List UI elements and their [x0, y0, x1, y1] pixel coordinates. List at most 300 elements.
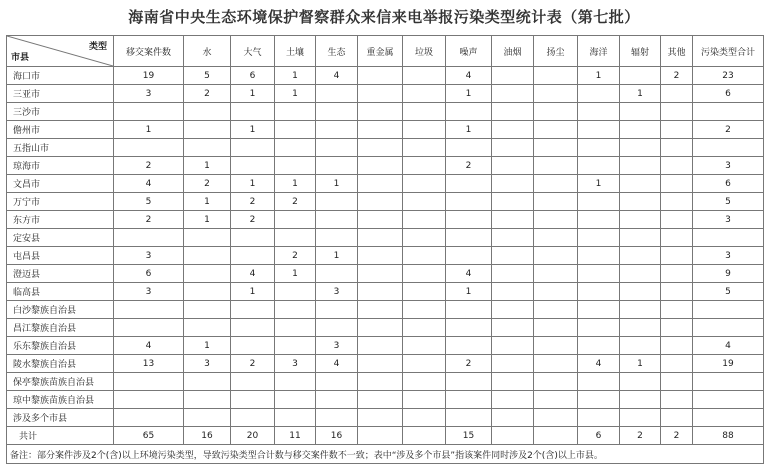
value-cell: 6: [693, 85, 764, 103]
table-row: [7, 319, 764, 337]
value-cell: [620, 67, 661, 85]
value-cell: 2: [231, 355, 275, 373]
column-header: 水: [184, 36, 231, 67]
value-cell: 1: [184, 193, 231, 211]
table-row: [7, 85, 764, 103]
value-cell: 1: [231, 85, 275, 103]
total-row: [7, 427, 764, 445]
value-cell: 2: [184, 175, 231, 193]
value-cell: [693, 229, 764, 247]
value-cell: [231, 103, 275, 121]
value-cell: [620, 121, 661, 139]
value-cell: [316, 391, 358, 409]
value-cell: [661, 85, 693, 103]
value-cell: [231, 229, 275, 247]
table-row: [7, 229, 764, 247]
value-cell: 2: [275, 247, 316, 265]
value-cell: [316, 121, 358, 139]
value-cell: 19: [693, 355, 764, 373]
value-cell: [661, 175, 693, 193]
value-cell: 88: [693, 427, 764, 445]
city-name: 琼海市: [7, 157, 114, 175]
value-cell: [578, 211, 620, 229]
value-cell: 1: [231, 121, 275, 139]
value-cell: [446, 373, 492, 391]
value-cell: [403, 247, 446, 265]
value-cell: [693, 139, 764, 157]
value-cell: [620, 157, 661, 175]
value-cell: [446, 409, 492, 427]
value-cell: [316, 193, 358, 211]
value-cell: 2: [661, 427, 693, 445]
value-cell: [620, 283, 661, 301]
table-row: [7, 103, 764, 121]
value-cell: [275, 211, 316, 229]
value-cell: [492, 409, 534, 427]
value-cell: [534, 139, 578, 157]
table-row: [7, 211, 764, 229]
table-row: [7, 193, 764, 211]
value-cell: [403, 103, 446, 121]
value-cell: [403, 427, 446, 445]
value-cell: [358, 337, 403, 355]
value-cell: [578, 229, 620, 247]
city-name: 三沙市: [7, 103, 114, 121]
value-cell: [358, 409, 403, 427]
value-cell: [275, 103, 316, 121]
value-cell: [114, 391, 184, 409]
table-row: [7, 157, 764, 175]
value-cell: [403, 211, 446, 229]
value-cell: [403, 355, 446, 373]
table-row: [7, 247, 764, 265]
value-cell: [358, 211, 403, 229]
value-cell: 1: [446, 283, 492, 301]
value-cell: [693, 103, 764, 121]
city-name: 保亭黎族苗族自治县: [7, 373, 114, 391]
value-cell: [275, 337, 316, 355]
value-cell: [578, 85, 620, 103]
value-cell: 23: [693, 67, 764, 85]
table-row: [7, 283, 764, 301]
column-header: 海洋: [578, 36, 620, 67]
value-cell: 1: [275, 265, 316, 283]
value-cell: [358, 301, 403, 319]
value-cell: [275, 409, 316, 427]
value-cell: [661, 157, 693, 175]
value-cell: [492, 67, 534, 85]
value-cell: [184, 265, 231, 283]
value-cell: [534, 67, 578, 85]
corner-type-label: 类型: [88, 42, 107, 52]
value-cell: [275, 301, 316, 319]
value-cell: [358, 157, 403, 175]
value-cell: [492, 355, 534, 373]
value-cell: [358, 427, 403, 445]
corner-header-cell: [7, 36, 114, 67]
value-cell: [578, 103, 620, 121]
value-cell: 4: [114, 337, 184, 355]
value-cell: 5: [184, 67, 231, 85]
value-cell: [578, 157, 620, 175]
value-cell: [492, 139, 534, 157]
table-row: [7, 337, 764, 355]
value-cell: [358, 85, 403, 103]
value-cell: [578, 409, 620, 427]
city-name: 涉及多个市县: [7, 409, 114, 427]
value-cell: [492, 319, 534, 337]
value-cell: [446, 193, 492, 211]
value-cell: [231, 247, 275, 265]
value-cell: [231, 319, 275, 337]
value-cell: [534, 337, 578, 355]
value-cell: 3: [184, 355, 231, 373]
value-cell: [358, 229, 403, 247]
value-cell: [358, 139, 403, 157]
value-cell: 2: [114, 211, 184, 229]
table-row: [7, 67, 764, 85]
value-cell: [114, 103, 184, 121]
value-cell: [316, 265, 358, 283]
value-cell: [358, 355, 403, 373]
column-header: 垃圾: [403, 36, 446, 67]
value-cell: [492, 85, 534, 103]
value-cell: [534, 427, 578, 445]
value-cell: 2: [661, 67, 693, 85]
table-row: [7, 301, 764, 319]
value-cell: [693, 373, 764, 391]
value-cell: [275, 139, 316, 157]
value-cell: [661, 121, 693, 139]
value-cell: [620, 103, 661, 121]
value-cell: 6: [578, 427, 620, 445]
value-cell: [492, 391, 534, 409]
value-cell: [316, 373, 358, 391]
value-cell: 4: [446, 265, 492, 283]
value-cell: [578, 121, 620, 139]
value-cell: [661, 337, 693, 355]
value-cell: [184, 229, 231, 247]
value-cell: [661, 103, 693, 121]
value-cell: [446, 175, 492, 193]
value-cell: [534, 229, 578, 247]
value-cell: [403, 157, 446, 175]
column-header: 生态: [316, 36, 358, 67]
value-cell: 2: [114, 157, 184, 175]
value-cell: 9: [693, 265, 764, 283]
value-cell: 1: [275, 67, 316, 85]
table-note: 备注：部分案件涉及2个(含)以上环境污染类型，导致污染类型合计数与移交案件数不一致；表中“涉及多个市县”指该案件同时涉及2个(含)以上市县。: [7, 445, 764, 464]
value-cell: [492, 427, 534, 445]
value-cell: 2: [693, 121, 764, 139]
table-row: [7, 355, 764, 373]
value-cell: [620, 175, 661, 193]
value-cell: [403, 283, 446, 301]
city-name: 万宁市: [7, 193, 114, 211]
value-cell: [184, 391, 231, 409]
value-cell: [534, 157, 578, 175]
value-cell: [403, 337, 446, 355]
value-cell: [693, 301, 764, 319]
value-cell: [275, 391, 316, 409]
value-cell: [492, 247, 534, 265]
value-cell: 6: [231, 67, 275, 85]
city-name: 文昌市: [7, 175, 114, 193]
value-cell: [275, 121, 316, 139]
value-cell: [316, 157, 358, 175]
value-cell: [534, 247, 578, 265]
value-cell: [446, 103, 492, 121]
value-cell: [492, 373, 534, 391]
value-cell: 4: [231, 265, 275, 283]
value-cell: [446, 229, 492, 247]
value-cell: 4: [316, 355, 358, 373]
value-cell: [403, 121, 446, 139]
value-cell: [620, 391, 661, 409]
value-cell: [446, 139, 492, 157]
value-cell: [358, 175, 403, 193]
value-cell: 1: [446, 85, 492, 103]
value-cell: 4: [578, 355, 620, 373]
value-cell: 3: [316, 283, 358, 301]
table-row: [7, 175, 764, 193]
value-cell: [534, 283, 578, 301]
value-cell: [403, 391, 446, 409]
table-row: [7, 121, 764, 139]
value-cell: 4: [446, 67, 492, 85]
column-header: 其他: [661, 36, 693, 67]
value-cell: [184, 103, 231, 121]
value-cell: [578, 319, 620, 337]
value-cell: [534, 319, 578, 337]
value-cell: 1: [316, 175, 358, 193]
value-cell: [492, 175, 534, 193]
value-cell: [231, 409, 275, 427]
value-cell: [620, 319, 661, 337]
value-cell: 3: [114, 85, 184, 103]
value-cell: [620, 193, 661, 211]
value-cell: [661, 265, 693, 283]
value-cell: [578, 139, 620, 157]
value-cell: [358, 193, 403, 211]
statistics-table: [6, 35, 764, 464]
column-header: 移交案件数: [114, 36, 184, 67]
value-cell: 1: [275, 175, 316, 193]
city-name: 五指山市: [7, 139, 114, 157]
value-cell: [114, 373, 184, 391]
value-cell: [358, 67, 403, 85]
value-cell: 3: [693, 247, 764, 265]
value-cell: [693, 319, 764, 337]
value-cell: [578, 283, 620, 301]
value-cell: [403, 139, 446, 157]
value-cell: 3: [275, 355, 316, 373]
column-header: 重金属: [358, 36, 403, 67]
city-name: 海口市: [7, 67, 114, 85]
value-cell: [275, 373, 316, 391]
value-cell: [661, 247, 693, 265]
value-cell: 13: [114, 355, 184, 373]
value-cell: 5: [693, 193, 764, 211]
value-cell: 4: [316, 67, 358, 85]
value-cell: [534, 175, 578, 193]
city-name: 琼中黎族苗族自治县: [7, 391, 114, 409]
value-cell: [534, 301, 578, 319]
value-cell: [114, 229, 184, 247]
value-cell: [534, 355, 578, 373]
value-cell: 65: [114, 427, 184, 445]
value-cell: 1: [316, 247, 358, 265]
value-cell: [492, 265, 534, 283]
value-cell: 3: [316, 337, 358, 355]
value-cell: 11: [275, 427, 316, 445]
value-cell: 1: [184, 337, 231, 355]
value-cell: 3: [114, 283, 184, 301]
value-cell: [114, 139, 184, 157]
value-cell: [446, 211, 492, 229]
value-cell: 16: [184, 427, 231, 445]
value-cell: [446, 337, 492, 355]
table-title: 海南省中央生态环境保护督察群众来信来电举报污染类型统计表（第七批）: [128, 8, 640, 26]
value-cell: 15: [446, 427, 492, 445]
value-cell: [275, 157, 316, 175]
value-cell: 20: [231, 427, 275, 445]
value-cell: [620, 301, 661, 319]
value-cell: [578, 391, 620, 409]
value-cell: 1: [231, 283, 275, 301]
city-name: 临高县: [7, 283, 114, 301]
value-cell: [403, 175, 446, 193]
value-cell: [316, 211, 358, 229]
value-cell: [184, 373, 231, 391]
value-cell: [492, 283, 534, 301]
column-header: 噪声: [446, 36, 492, 67]
value-cell: 1: [620, 355, 661, 373]
value-cell: 16: [316, 427, 358, 445]
column-header: 大气: [231, 36, 275, 67]
value-cell: [316, 139, 358, 157]
value-cell: [316, 103, 358, 121]
value-cell: [184, 319, 231, 337]
value-cell: 2: [231, 211, 275, 229]
value-cell: [620, 211, 661, 229]
column-header: 污染类型合计: [693, 36, 764, 67]
value-cell: [184, 283, 231, 301]
value-cell: [534, 121, 578, 139]
value-cell: [231, 139, 275, 157]
city-name: 东方市: [7, 211, 114, 229]
value-cell: [578, 265, 620, 283]
value-cell: [231, 157, 275, 175]
value-cell: [620, 229, 661, 247]
value-cell: [446, 247, 492, 265]
value-cell: [693, 391, 764, 409]
table-row: [7, 409, 764, 427]
value-cell: [492, 121, 534, 139]
value-cell: [275, 283, 316, 301]
header-row: [7, 36, 764, 67]
value-cell: [358, 373, 403, 391]
value-cell: [661, 373, 693, 391]
value-cell: 2: [446, 157, 492, 175]
value-cell: [534, 409, 578, 427]
value-cell: [358, 265, 403, 283]
table-row: [7, 139, 764, 157]
value-cell: [578, 193, 620, 211]
city-name: 三亚市: [7, 85, 114, 103]
value-cell: [358, 103, 403, 121]
value-cell: 1: [231, 175, 275, 193]
column-header: 油烟: [492, 36, 534, 67]
value-cell: [620, 265, 661, 283]
value-cell: 1: [578, 67, 620, 85]
value-cell: [358, 247, 403, 265]
value-cell: [231, 337, 275, 355]
city-name: 定安县: [7, 229, 114, 247]
value-cell: [578, 373, 620, 391]
value-cell: [446, 391, 492, 409]
value-cell: 2: [231, 193, 275, 211]
value-cell: [275, 319, 316, 337]
value-cell: 1: [275, 85, 316, 103]
value-cell: 2: [184, 85, 231, 103]
value-cell: [492, 193, 534, 211]
city-name: 白沙黎族自治县: [7, 301, 114, 319]
value-cell: [358, 319, 403, 337]
column-header: 扬尘: [534, 36, 578, 67]
value-cell: [693, 409, 764, 427]
table-row: [7, 391, 764, 409]
value-cell: [403, 409, 446, 427]
value-cell: 6: [114, 265, 184, 283]
column-header: 辐射: [620, 36, 661, 67]
value-cell: [358, 121, 403, 139]
value-cell: [492, 157, 534, 175]
value-cell: [534, 211, 578, 229]
value-cell: [316, 319, 358, 337]
value-cell: [661, 229, 693, 247]
value-cell: [534, 85, 578, 103]
value-cell: [492, 103, 534, 121]
value-cell: 5: [693, 283, 764, 301]
value-cell: [184, 139, 231, 157]
city-name: 澄迈县: [7, 265, 114, 283]
value-cell: [184, 247, 231, 265]
corner-city-label: 市县: [11, 53, 30, 63]
value-cell: [620, 337, 661, 355]
value-cell: [578, 301, 620, 319]
value-cell: [114, 409, 184, 427]
value-cell: [231, 373, 275, 391]
value-cell: [661, 139, 693, 157]
value-cell: [403, 229, 446, 247]
value-cell: [534, 103, 578, 121]
value-cell: [578, 337, 620, 355]
city-name: 昌江黎族自治县: [7, 319, 114, 337]
value-cell: [661, 355, 693, 373]
value-cell: [316, 409, 358, 427]
value-cell: [231, 391, 275, 409]
value-cell: 3: [114, 247, 184, 265]
value-cell: 6: [693, 175, 764, 193]
value-cell: 1: [578, 175, 620, 193]
value-cell: 2: [275, 193, 316, 211]
value-cell: [184, 121, 231, 139]
value-cell: 1: [114, 121, 184, 139]
value-cell: [492, 337, 534, 355]
value-cell: [184, 409, 231, 427]
value-cell: [661, 391, 693, 409]
